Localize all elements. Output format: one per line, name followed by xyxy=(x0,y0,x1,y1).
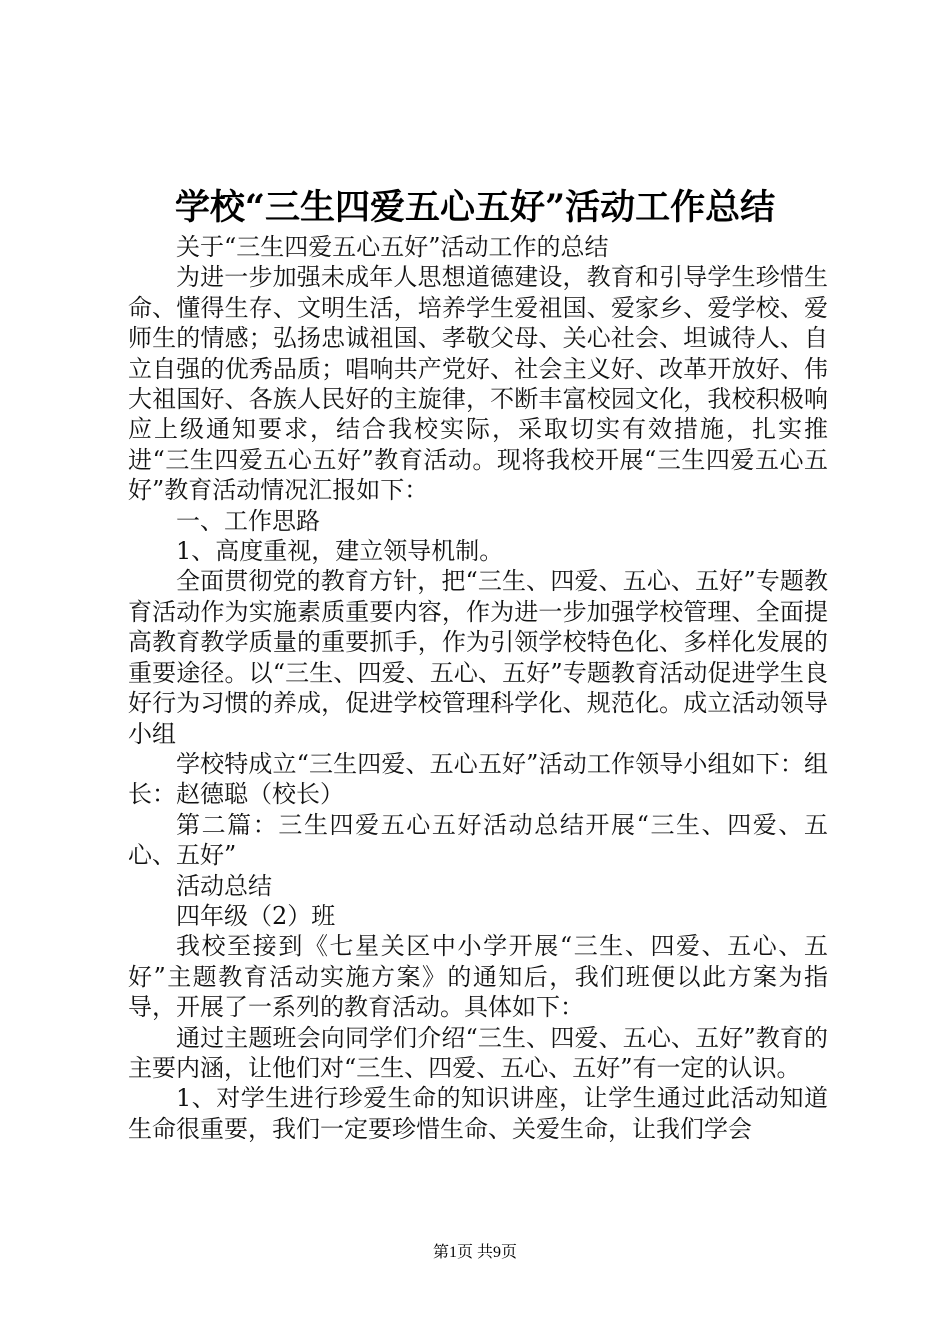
paragraph: 四年级（2）班 xyxy=(176,901,336,930)
paragraph: 通过主题班会向同学们介绍“三生、四爱、五心、五好”教育的主要内涵，让他们对“三生、四爱、五心、五好”有一定的认识。 xyxy=(128,1023,828,1082)
paragraph: 学校特成立“三生四爱、五心五好”活动工作领导小组如下：组长：赵德聪（校长） xyxy=(128,749,828,809)
paragraph: 第二篇：三生四爱五心五好活动总结开展“三生、四爱、五心、五好” xyxy=(128,810,828,870)
document-body xyxy=(128,232,828,1144)
paragraph: 我校至接到《七星关区中小学开展“三生、四爱、五心、五好”主题教育活动实施方案》的通知后，我们班便以此方案为指导，开展了一系列的教育活动。具体如下： xyxy=(128,932,828,1022)
paragraph: 活动总结 xyxy=(176,871,272,900)
paragraph: 1、高度重视，建立领导机制。 xyxy=(176,537,504,566)
page-number-footer: 第1页 共9页 xyxy=(432,1244,517,1261)
paragraph: 全面贯彻党的教育方针，把“三生、四爱、五心、五好”专题教育活动作为实施素质重要内容，作为进一步加强学校管理、全面提高教育教学质量的重要抓手，作为引领学校特色化、多样化发展的重要途径。以“三生、四爱、五心、五好”专题教育活动促进学生良好行为习惯的养成，促进学校管理科学化、规范化。成立活动领导小组 xyxy=(128,567,828,748)
document-title: 学校“三生四爱五心五好”活动工作总结 xyxy=(174,187,776,228)
paragraph: 1、对学生进行珍爱生命的知识讲座，让学生通过此活动知道生命很重要，我们一定要珍惜生命、关爱生命，让我们学会 xyxy=(128,1084,828,1143)
paragraph: 为进一步加强未成年人思想道德建设，教育和引导学生珍惜生命、懂得生存、文明生活，培养学生爱祖国、爱家乡、爱学校、爱师生的情感；弘扬忠诚祖国、孝敬父母、关心社会、坦诚待人、自立自强的优秀品质；唱响共产党好、社会主义好、改革开放好、伟大祖国好、各族人民好的主旋律，不断丰富校园文化，我校积极响应上级通知要求，结合我校实际，采取切实有效措施，扎实推进“三生四爱五心五好”教育活动。现将我校开展“三生四爱五心五好”教育活动情况汇报如下： xyxy=(128,263,828,505)
paragraph: 关于“三生四爱五心五好”活动工作的总结 xyxy=(176,233,609,261)
section-heading: 一、工作思路 xyxy=(176,506,320,535)
